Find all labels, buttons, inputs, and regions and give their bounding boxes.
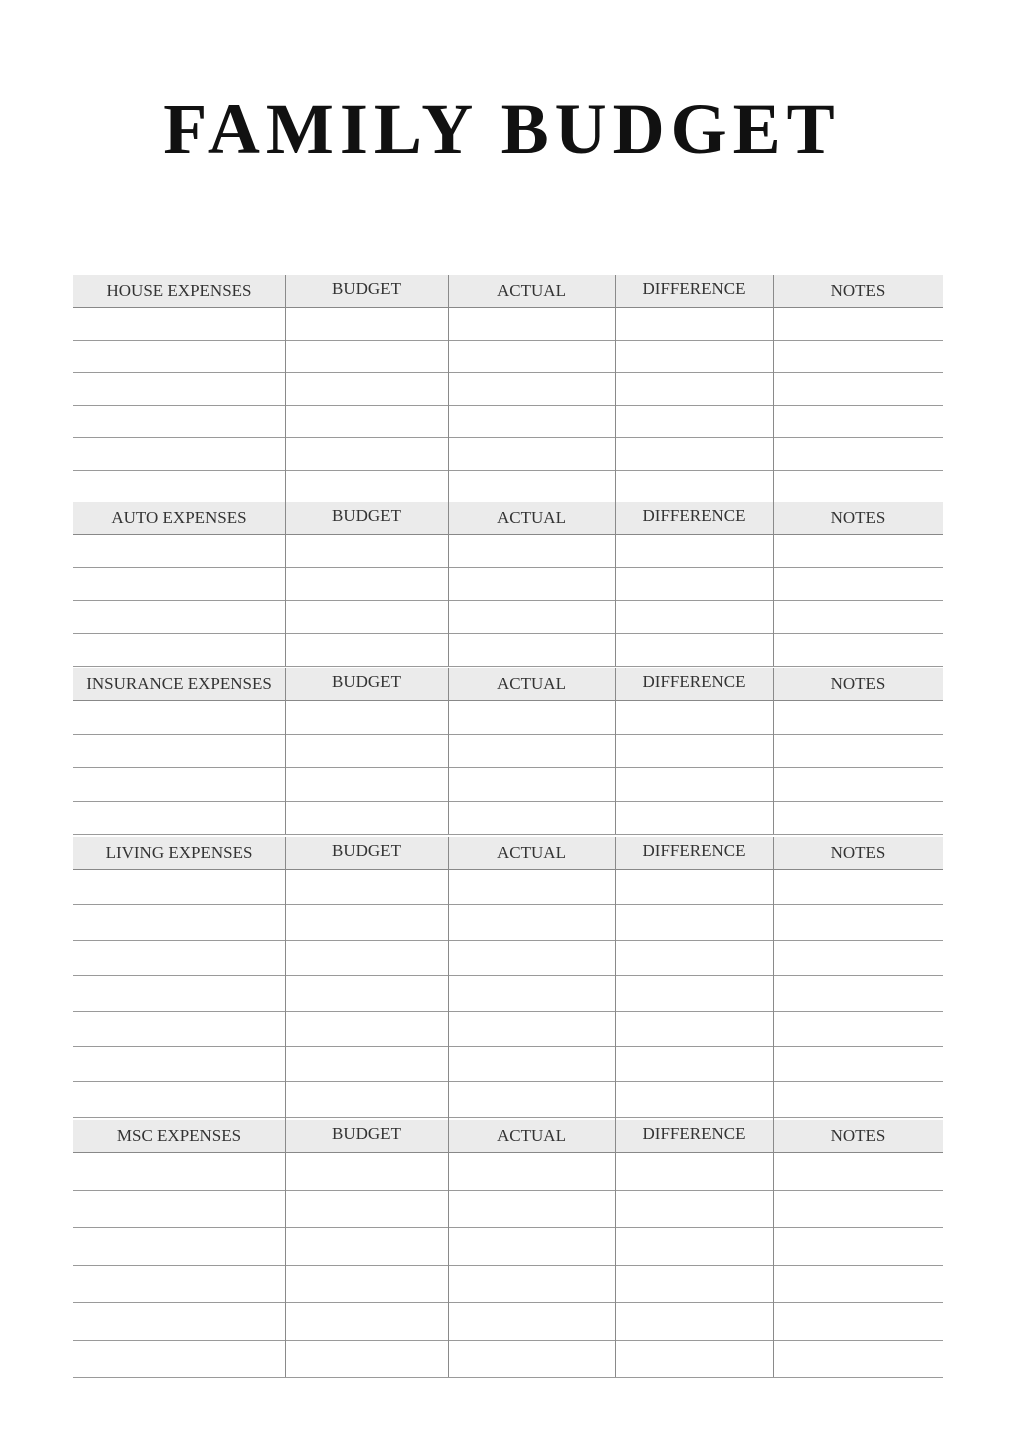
difference-cell[interactable]: [616, 340, 773, 373]
budget-cell[interactable]: [286, 1011, 448, 1046]
page-title: FAMILY BUDGET: [163, 89, 841, 169]
item-cell[interactable]: [74, 600, 285, 633]
column-divider: [773, 837, 774, 1152]
budget-cell[interactable]: [286, 1340, 448, 1378]
notes-cell[interactable]: [774, 700, 943, 734]
actual-cell[interactable]: [449, 801, 615, 835]
notes-cell[interactable]: [774, 470, 943, 503]
difference-cell[interactable]: [616, 1302, 773, 1340]
item-cell[interactable]: [74, 801, 285, 835]
item-cell[interactable]: [74, 700, 285, 734]
notes-cell[interactable]: [774, 1340, 943, 1378]
actual-cell[interactable]: [449, 372, 615, 405]
actual-cell[interactable]: [449, 869, 615, 904]
notes-cell[interactable]: [774, 1152, 943, 1190]
actual-cell[interactable]: [449, 1340, 615, 1378]
actual-cell[interactable]: [449, 1152, 615, 1190]
column-divider: [615, 502, 616, 666]
column-header-actual: ACTUAL: [497, 508, 566, 527]
section-label: MSC EXPENSES: [116, 1126, 242, 1145]
header-divider: [73, 869, 943, 870]
actual-cell[interactable]: [449, 600, 615, 633]
budget-cell[interactable]: [286, 1227, 448, 1265]
column-divider: [448, 837, 449, 1152]
actual-cell[interactable]: [449, 1190, 615, 1228]
column-divider: [773, 502, 774, 666]
item-cell[interactable]: [74, 470, 285, 503]
column-divider: [448, 668, 449, 834]
column-header-actual: ACTUAL: [497, 843, 566, 862]
difference-cell[interactable]: [616, 437, 773, 470]
notes-cell[interactable]: [774, 405, 943, 438]
notes-cell[interactable]: [774, 534, 943, 567]
actual-cell[interactable]: [449, 1227, 615, 1265]
actual-cell[interactable]: [449, 975, 615, 1010]
difference-cell[interactable]: [616, 633, 773, 666]
row-divider: [73, 1377, 943, 1378]
difference-cell[interactable]: [616, 700, 773, 734]
difference-cell[interactable]: [616, 869, 773, 904]
item-cell[interactable]: [74, 904, 285, 939]
item-cell[interactable]: [74, 340, 285, 373]
actual-cell[interactable]: [449, 700, 615, 734]
budget-cell[interactable]: [286, 633, 448, 666]
actual-cell[interactable]: [449, 1265, 615, 1303]
header-divider: [73, 1152, 943, 1153]
item-cell[interactable]: [74, 1152, 285, 1190]
column-header-difference: DIFFERENCE: [642, 506, 746, 525]
column-header-budget: BUDGET: [332, 506, 401, 525]
budget-cell[interactable]: [286, 600, 448, 633]
notes-cell[interactable]: [774, 975, 943, 1010]
budget-cell[interactable]: [286, 1265, 448, 1303]
item-cell[interactable]: [74, 767, 285, 801]
section-label: LIVING EXPENSES: [105, 843, 253, 862]
column-header-budget: BUDGET: [332, 841, 401, 860]
actual-cell[interactable]: [449, 470, 615, 503]
column-divider: [285, 1120, 286, 1377]
notes-cell[interactable]: [774, 767, 943, 801]
difference-cell[interactable]: [616, 940, 773, 975]
row-divider: [73, 666, 943, 667]
column-divider: [615, 837, 616, 1152]
notes-cell[interactable]: [774, 437, 943, 470]
section-label: INSURANCE EXPENSES: [86, 674, 272, 693]
column-header-notes: NOTES: [830, 1126, 886, 1145]
item-cell[interactable]: [74, 567, 285, 600]
notes-cell[interactable]: [774, 1011, 943, 1046]
budget-cell[interactable]: [286, 734, 448, 768]
notes-cell[interactable]: [774, 1046, 943, 1081]
actual-cell[interactable]: [449, 437, 615, 470]
difference-cell[interactable]: [616, 1046, 773, 1081]
item-cell[interactable]: [74, 1046, 285, 1081]
notes-cell[interactable]: [774, 1302, 943, 1340]
column-divider: [615, 1120, 616, 1377]
item-cell[interactable]: [74, 1227, 285, 1265]
column-divider: [773, 275, 774, 502]
column-divider: [773, 1120, 774, 1377]
column-divider: [615, 275, 616, 502]
budget-cell[interactable]: [286, 1081, 448, 1116]
item-cell[interactable]: [74, 405, 285, 438]
column-header-actual: ACTUAL: [497, 281, 566, 300]
difference-cell[interactable]: [616, 801, 773, 835]
notes-cell[interactable]: [774, 340, 943, 373]
notes-cell[interactable]: [774, 801, 943, 835]
difference-cell[interactable]: [616, 1227, 773, 1265]
difference-cell[interactable]: [616, 1340, 773, 1378]
header-divider: [73, 700, 943, 701]
budget-cell[interactable]: [286, 1046, 448, 1081]
difference-cell[interactable]: [616, 405, 773, 438]
section-label: AUTO EXPENSES: [111, 508, 247, 527]
notes-cell[interactable]: [774, 372, 943, 405]
actual-cell[interactable]: [449, 940, 615, 975]
actual-cell[interactable]: [449, 1011, 615, 1046]
column-header-difference: DIFFERENCE: [642, 279, 746, 298]
item-cell[interactable]: [74, 1081, 285, 1116]
notes-cell[interactable]: [774, 600, 943, 633]
column-header-budget: BUDGET: [332, 1124, 401, 1143]
difference-cell[interactable]: [616, 534, 773, 567]
difference-cell[interactable]: [616, 372, 773, 405]
difference-cell[interactable]: [616, 734, 773, 768]
item-cell[interactable]: [74, 975, 285, 1010]
actual-cell[interactable]: [449, 1081, 615, 1116]
header-divider: [73, 307, 943, 308]
column-header-notes: NOTES: [830, 281, 886, 300]
budget-cell[interactable]: [286, 307, 448, 340]
difference-cell[interactable]: [616, 975, 773, 1010]
column-header-difference: DIFFERENCE: [642, 841, 746, 860]
difference-cell[interactable]: [616, 307, 773, 340]
notes-cell[interactable]: [774, 1081, 943, 1116]
item-cell[interactable]: [74, 1302, 285, 1340]
budget-cell[interactable]: [286, 567, 448, 600]
difference-cell[interactable]: [616, 767, 773, 801]
difference-cell[interactable]: [616, 904, 773, 939]
item-cell[interactable]: [74, 1190, 285, 1228]
budget-cell[interactable]: [286, 940, 448, 975]
item-cell[interactable]: [74, 534, 285, 567]
budget-cell[interactable]: [286, 534, 448, 567]
column-divider: [285, 837, 286, 1152]
column-divider: [448, 502, 449, 666]
column-header-budget: BUDGET: [332, 279, 401, 298]
column-header-notes: NOTES: [830, 674, 886, 693]
budget-cell[interactable]: [286, 700, 448, 734]
actual-cell[interactable]: [449, 340, 615, 373]
column-divider: [285, 502, 286, 666]
actual-cell[interactable]: [449, 534, 615, 567]
item-cell[interactable]: [74, 1011, 285, 1046]
row-divider: [73, 834, 943, 835]
column-header-notes: NOTES: [830, 508, 886, 527]
notes-cell[interactable]: [774, 633, 943, 666]
column-divider: [448, 275, 449, 502]
actual-cell[interactable]: [449, 904, 615, 939]
difference-cell[interactable]: [616, 1081, 773, 1116]
difference-cell[interactable]: [616, 1011, 773, 1046]
difference-cell[interactable]: [616, 567, 773, 600]
difference-cell[interactable]: [616, 1190, 773, 1228]
item-cell[interactable]: [74, 307, 285, 340]
item-cell[interactable]: [74, 372, 285, 405]
budget-cell[interactable]: [286, 1302, 448, 1340]
item-cell[interactable]: [74, 437, 285, 470]
column-header-actual: ACTUAL: [497, 1126, 566, 1145]
column-divider: [773, 668, 774, 834]
budget-cell[interactable]: [286, 975, 448, 1010]
item-cell[interactable]: [74, 734, 285, 768]
notes-cell[interactable]: [774, 1227, 943, 1265]
column-header-difference: DIFFERENCE: [642, 1124, 746, 1143]
difference-cell[interactable]: [616, 1152, 773, 1190]
notes-cell[interactable]: [774, 734, 943, 768]
item-cell[interactable]: [74, 940, 285, 975]
actual-cell[interactable]: [449, 307, 615, 340]
column-divider: [448, 1120, 449, 1377]
item-cell[interactable]: [74, 1265, 285, 1303]
notes-cell[interactable]: [774, 904, 943, 939]
difference-cell[interactable]: [616, 600, 773, 633]
budget-cell[interactable]: [286, 405, 448, 438]
column-header-difference: DIFFERENCE: [642, 672, 746, 691]
column-divider: [615, 668, 616, 834]
budget-cell[interactable]: [286, 340, 448, 373]
column-divider: [285, 668, 286, 834]
budget-cell[interactable]: [286, 801, 448, 835]
actual-cell[interactable]: [449, 734, 615, 768]
column-divider: [285, 275, 286, 502]
budget-cell[interactable]: [286, 1190, 448, 1228]
notes-cell[interactable]: [774, 940, 943, 975]
item-cell[interactable]: [74, 869, 285, 904]
actual-cell[interactable]: [449, 405, 615, 438]
notes-cell[interactable]: [774, 869, 943, 904]
notes-cell[interactable]: [774, 307, 943, 340]
budget-cell[interactable]: [286, 372, 448, 405]
section-label: HOUSE EXPENSES: [106, 281, 252, 300]
budget-cell[interactable]: [286, 470, 448, 503]
actual-cell[interactable]: [449, 767, 615, 801]
budget-cell[interactable]: [286, 869, 448, 904]
column-header-notes: NOTES: [830, 843, 886, 862]
actual-cell[interactable]: [449, 567, 615, 600]
item-cell[interactable]: [74, 633, 285, 666]
actual-cell[interactable]: [449, 633, 615, 666]
column-header-actual: ACTUAL: [497, 674, 566, 693]
budget-cell[interactable]: [286, 767, 448, 801]
actual-cell[interactable]: [449, 1302, 615, 1340]
item-cell[interactable]: [74, 1340, 285, 1378]
difference-cell[interactable]: [616, 1265, 773, 1303]
difference-cell[interactable]: [616, 470, 773, 503]
notes-cell[interactable]: [774, 1265, 943, 1303]
column-header-budget: BUDGET: [332, 672, 401, 691]
notes-cell[interactable]: [774, 567, 943, 600]
budget-cell[interactable]: [286, 1152, 448, 1190]
header-divider: [73, 534, 943, 535]
actual-cell[interactable]: [449, 1046, 615, 1081]
notes-cell[interactable]: [774, 1190, 943, 1228]
budget-cell[interactable]: [286, 904, 448, 939]
budget-cell[interactable]: [286, 437, 448, 470]
